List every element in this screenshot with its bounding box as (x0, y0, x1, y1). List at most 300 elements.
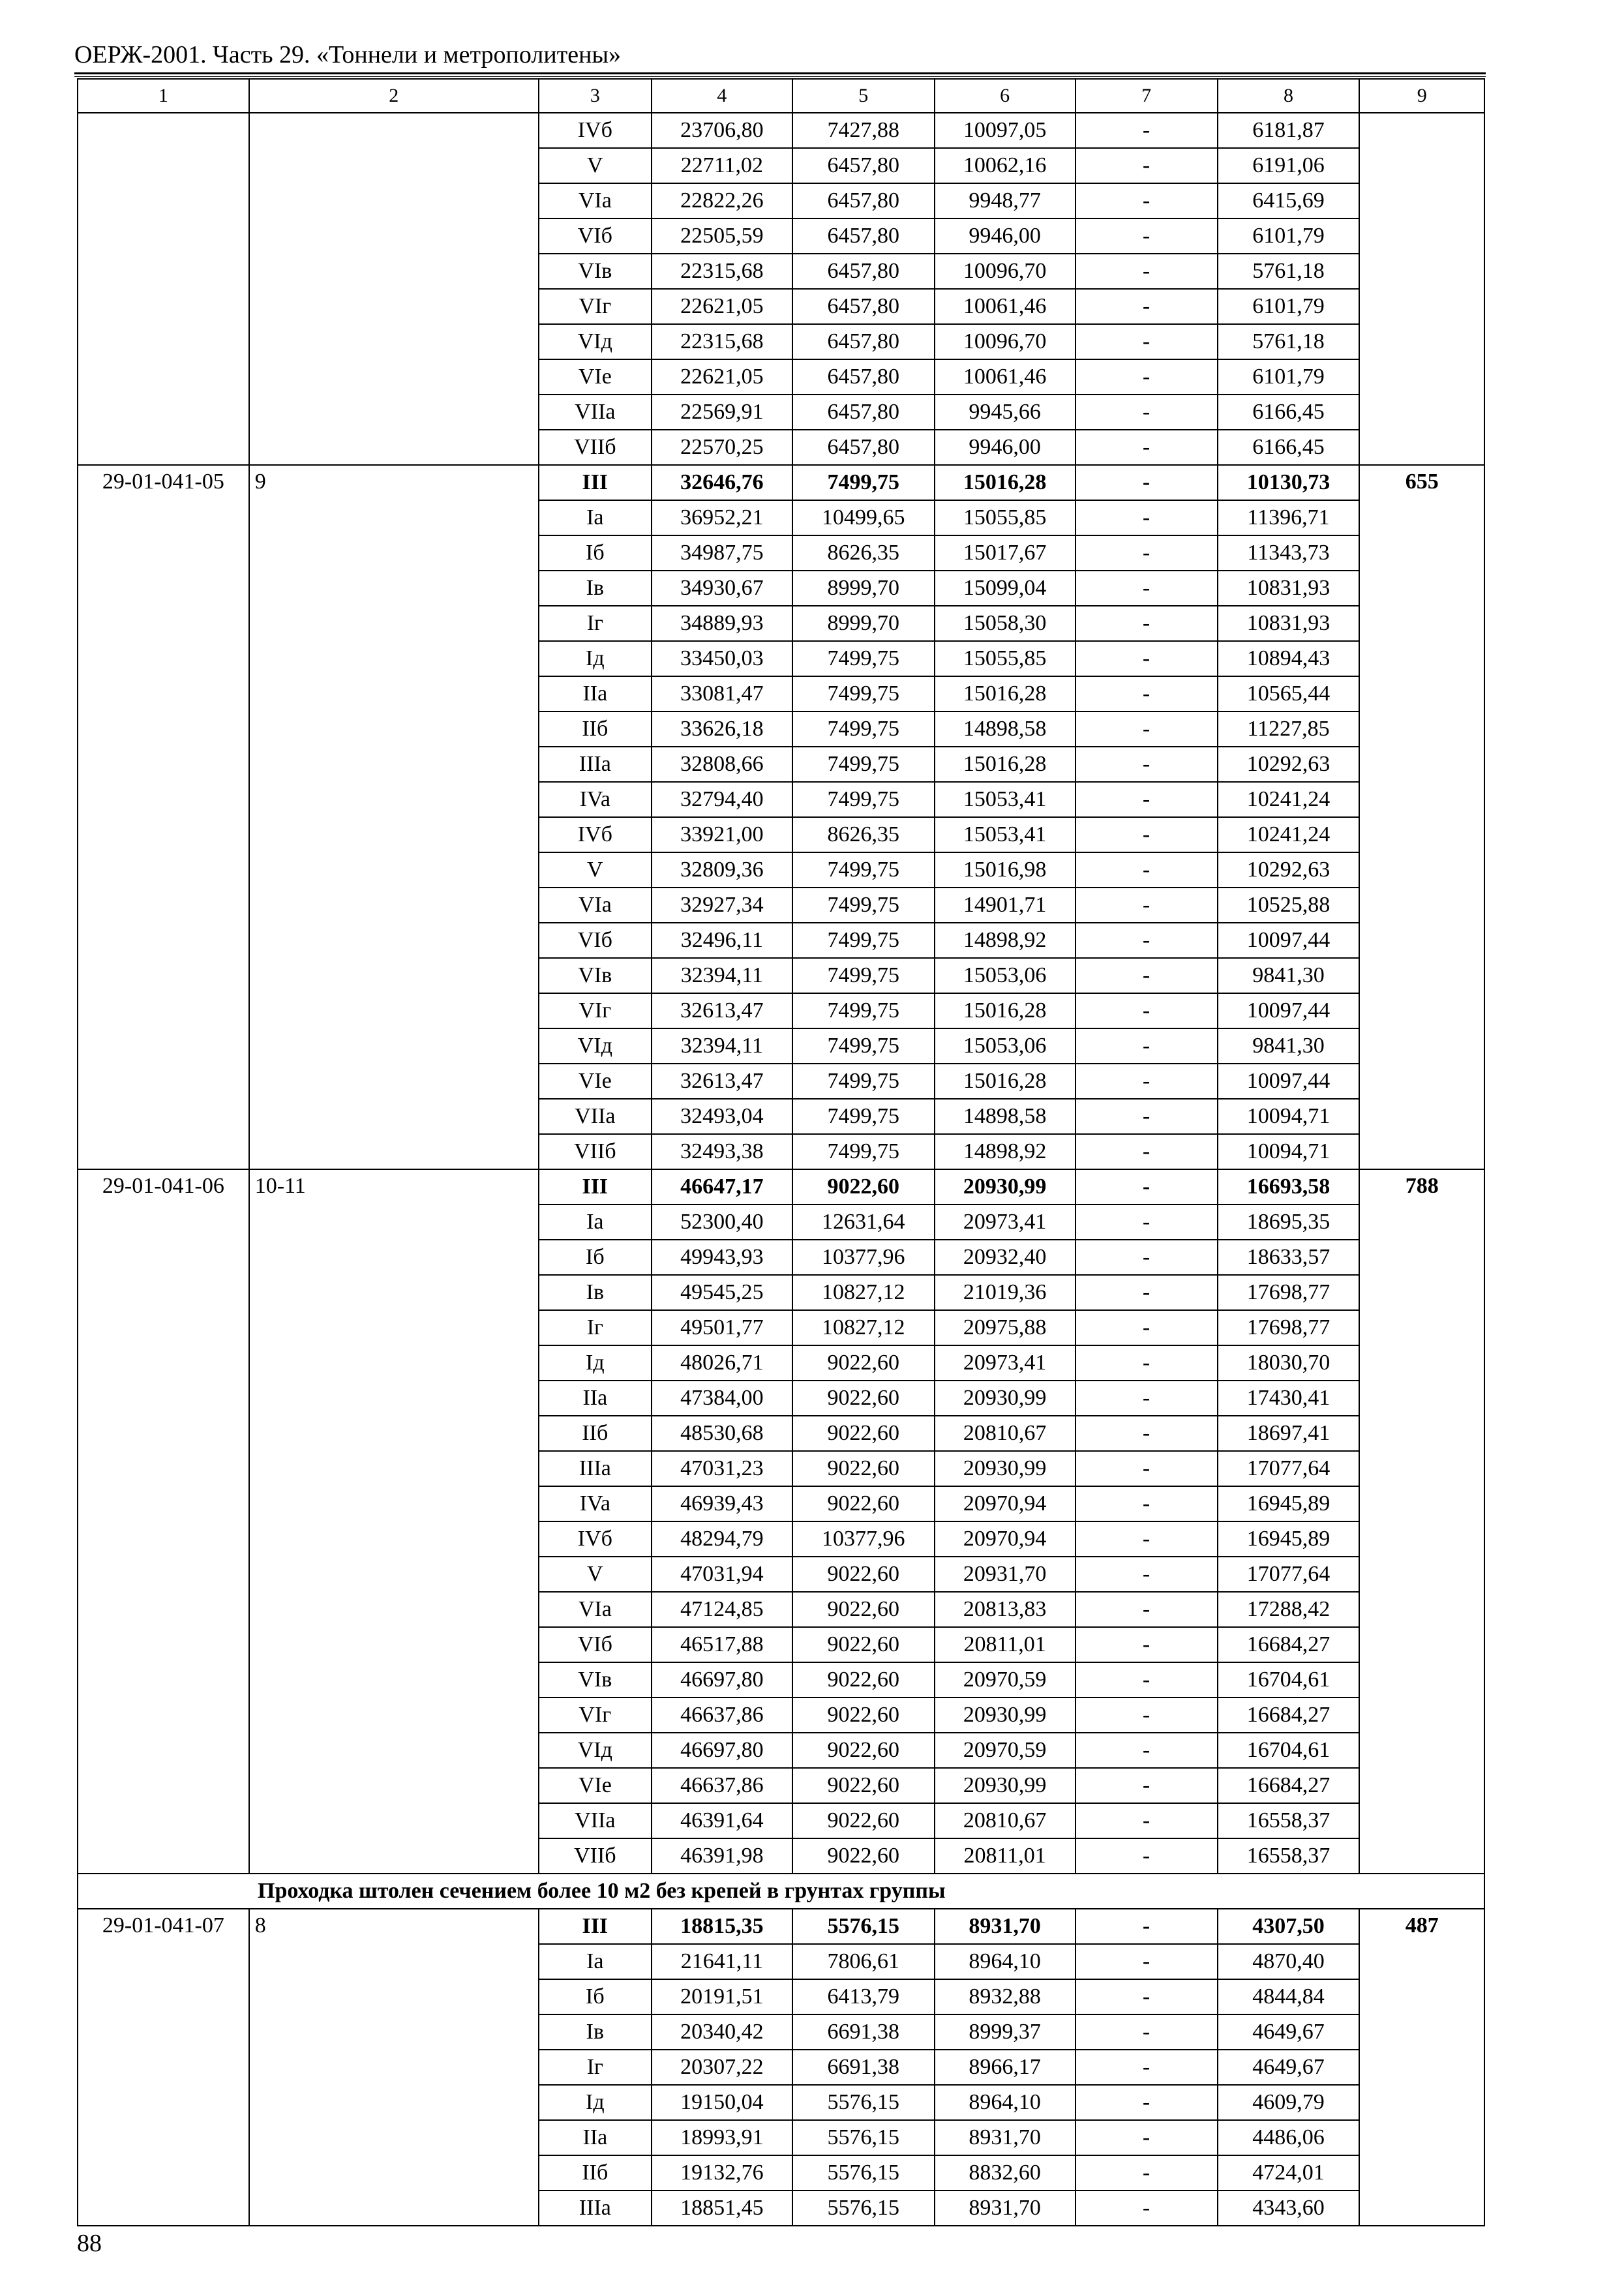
materials-cell: 10097,44 (1218, 993, 1360, 1028)
total-cost-cell: 49501,77 (652, 1310, 792, 1345)
machine-cost-cell: 15016,28 (935, 465, 1075, 500)
driver-wages-cell: - (1075, 1627, 1218, 1662)
materials-cell: 10097,44 (1218, 1064, 1360, 1099)
wages-cell: 7499,75 (792, 641, 935, 676)
soil-group-cell: Ia (539, 1204, 652, 1240)
total-cost-cell: 32394,11 (652, 958, 792, 993)
total-cost-cell: 46391,98 (652, 1838, 792, 1874)
total-cost-cell: 49545,25 (652, 1275, 792, 1310)
driver-wages-cell: - (1075, 993, 1218, 1028)
materials-cell: 17077,64 (1218, 1557, 1360, 1592)
total-cost-cell: 18993,91 (652, 2120, 792, 2155)
soil-group-cell: IIa (539, 676, 652, 711)
wages-cell: 5576,15 (792, 1909, 935, 1944)
table-row (78, 1909, 1484, 1944)
total-cost-cell: 32394,11 (652, 1028, 792, 1064)
total-cost-cell: 18851,45 (652, 2191, 792, 2226)
wages-cell: 9022,60 (792, 1345, 935, 1381)
driver-wages-cell: - (1075, 1909, 1218, 1944)
machine-cost-cell: 15055,85 (935, 641, 1075, 676)
total-cost-cell: 46939,43 (652, 1486, 792, 1521)
total-cost-cell: 36952,21 (652, 500, 792, 535)
materials-cell: 10130,73 (1218, 465, 1360, 500)
wages-cell: 6457,80 (792, 324, 935, 359)
soil-group-cell: IIIa (539, 1451, 652, 1486)
materials-cell: 6166,45 (1218, 430, 1360, 465)
materials-cell: 10565,44 (1218, 676, 1360, 711)
wages-cell: 6457,80 (792, 395, 935, 430)
wages-cell: 8626,35 (792, 817, 935, 852)
driver-wages-cell: - (1075, 1134, 1218, 1169)
total-cost-cell: 21641,11 (652, 1944, 792, 1979)
wages-cell: 6457,80 (792, 289, 935, 324)
driver-wages-cell: - (1075, 1521, 1218, 1557)
header-rule (74, 72, 1486, 74)
total-cost-cell: 32794,40 (652, 782, 792, 817)
driver-wages-cell: - (1075, 1557, 1218, 1592)
description-cell: 9 (249, 465, 539, 1169)
total-cost-cell: 32493,38 (652, 1134, 792, 1169)
driver-wages-cell: - (1075, 500, 1218, 535)
wages-cell: 6413,79 (792, 1979, 935, 2014)
machine-cost-cell: 15053,41 (935, 782, 1075, 817)
machine-cost-cell: 8999,37 (935, 2014, 1075, 2050)
total-cost-cell: 32493,04 (652, 1099, 792, 1134)
total-cost-cell: 20340,42 (652, 2014, 792, 2050)
wages-cell: 6457,80 (792, 254, 935, 289)
materials-cell: 4343,60 (1218, 2191, 1360, 2226)
soil-group-cell: VIд (539, 1028, 652, 1064)
materials-cell: 11227,85 (1218, 711, 1360, 747)
labor-cost-cell (1359, 113, 1484, 465)
driver-wages-cell: - (1075, 1979, 1218, 2014)
driver-wages-cell: - (1075, 1240, 1218, 1275)
machine-cost-cell: 15053,06 (935, 958, 1075, 993)
total-cost-cell: 32496,11 (652, 923, 792, 958)
labor-cost-cell: 487 (1359, 1909, 1484, 2226)
machine-cost-cell: 8966,17 (935, 2050, 1075, 2085)
driver-wages-cell: - (1075, 1416, 1218, 1451)
driver-wages-cell: - (1075, 148, 1218, 183)
wages-cell: 10827,12 (792, 1310, 935, 1345)
soil-group-cell: IIa (539, 1381, 652, 1416)
materials-cell: 10241,24 (1218, 782, 1360, 817)
machine-cost-cell: 14901,71 (935, 888, 1075, 923)
wages-cell: 7499,75 (792, 782, 935, 817)
machine-cost-cell: 20930,99 (935, 1169, 1075, 1204)
total-cost-cell: 47031,23 (652, 1451, 792, 1486)
materials-cell: 4870,40 (1218, 1944, 1360, 1979)
total-cost-cell: 47384,00 (652, 1381, 792, 1416)
machine-cost-cell: 9945,66 (935, 395, 1075, 430)
description-cell: 8 (249, 1909, 539, 2226)
wages-cell: 5576,15 (792, 2085, 935, 2120)
materials-cell: 16684,27 (1218, 1768, 1360, 1803)
wages-cell: 9022,60 (792, 1592, 935, 1627)
soil-group-cell: VIe (539, 359, 652, 395)
soil-group-cell: Iг (539, 2050, 652, 2085)
total-cost-cell: 22711,02 (652, 148, 792, 183)
wages-cell: 7499,75 (792, 465, 935, 500)
driver-wages-cell: - (1075, 535, 1218, 571)
total-cost-cell: 46697,80 (652, 1733, 792, 1768)
machine-cost-cell: 20932,40 (935, 1240, 1075, 1275)
section-heading-row (78, 1874, 1484, 1909)
soil-group-cell: VIд (539, 324, 652, 359)
machine-cost-cell: 14898,58 (935, 1099, 1075, 1134)
materials-cell: 5761,18 (1218, 324, 1360, 359)
soil-group-cell: VIe (539, 1064, 652, 1099)
machine-cost-cell: 15016,28 (935, 747, 1075, 782)
header-rule-thin (74, 76, 1486, 77)
materials-cell: 10894,43 (1218, 641, 1360, 676)
labor-cost-cell: 788 (1359, 1169, 1484, 1874)
wages-cell: 7499,75 (792, 747, 935, 782)
driver-wages-cell: - (1075, 113, 1218, 148)
wages-cell: 7499,75 (792, 1064, 935, 1099)
soil-group-cell: V (539, 852, 652, 888)
wages-cell: 9022,60 (792, 1169, 935, 1204)
wages-cell: 9022,60 (792, 1838, 935, 1874)
total-cost-cell: 33450,03 (652, 641, 792, 676)
section-heading: Проходка штолен сечением более 10 м2 без крепей в грунтах группы (78, 1874, 1484, 1909)
driver-wages-cell: - (1075, 1592, 1218, 1627)
materials-cell: 18695,35 (1218, 1204, 1360, 1240)
soil-group-cell: IVa (539, 1486, 652, 1521)
column-header: 6 (935, 79, 1075, 113)
column-header-row (78, 79, 1484, 113)
materials-cell: 10097,44 (1218, 923, 1360, 958)
materials-cell: 10525,88 (1218, 888, 1360, 923)
machine-cost-cell: 15016,98 (935, 852, 1075, 888)
materials-cell: 17430,41 (1218, 1381, 1360, 1416)
driver-wages-cell: - (1075, 324, 1218, 359)
total-cost-cell: 34987,75 (652, 535, 792, 571)
machine-cost-cell: 15099,04 (935, 571, 1075, 606)
wages-cell: 6457,80 (792, 359, 935, 395)
machine-cost-cell: 20931,70 (935, 1557, 1075, 1592)
total-cost-cell: 49943,93 (652, 1240, 792, 1275)
soil-group-cell: VIa (539, 183, 652, 218)
wages-cell: 10499,65 (792, 500, 935, 535)
materials-cell: 17698,77 (1218, 1310, 1360, 1345)
materials-cell: 6101,79 (1218, 218, 1360, 254)
table-row (78, 1169, 1484, 1204)
materials-cell: 6191,06 (1218, 148, 1360, 183)
column-header: 5 (792, 79, 935, 113)
total-cost-cell: 20307,22 (652, 2050, 792, 2085)
total-cost-cell: 22621,05 (652, 359, 792, 395)
machine-cost-cell: 20973,41 (935, 1204, 1075, 1240)
soil-group-cell: III (539, 465, 652, 500)
machine-cost-cell: 14898,92 (935, 923, 1075, 958)
soil-group-cell: VIв (539, 1662, 652, 1698)
wages-cell: 9022,60 (792, 1381, 935, 1416)
soil-group-cell: IIa (539, 2120, 652, 2155)
soil-group-cell: VIe (539, 1768, 652, 1803)
soil-group-cell: Iд (539, 641, 652, 676)
total-cost-cell: 48294,79 (652, 1521, 792, 1557)
machine-cost-cell: 10096,70 (935, 324, 1075, 359)
driver-wages-cell: - (1075, 747, 1218, 782)
machine-cost-cell: 15017,67 (935, 535, 1075, 571)
machine-cost-cell: 9946,00 (935, 218, 1075, 254)
column-header: 1 (78, 79, 249, 113)
wages-cell: 8999,70 (792, 571, 935, 606)
materials-cell: 4724,01 (1218, 2155, 1360, 2191)
machine-cost-cell: 20811,01 (935, 1627, 1075, 1662)
driver-wages-cell: - (1075, 465, 1218, 500)
total-cost-cell: 47124,85 (652, 1592, 792, 1627)
driver-wages-cell: - (1075, 641, 1218, 676)
materials-cell: 16684,27 (1218, 1698, 1360, 1733)
column-header: 8 (1218, 79, 1360, 113)
materials-cell: 16684,27 (1218, 1627, 1360, 1662)
soil-group-cell: III (539, 1909, 652, 1944)
total-cost-cell: 18815,35 (652, 1909, 792, 1944)
driver-wages-cell: - (1075, 1803, 1218, 1838)
machine-cost-cell: 20970,94 (935, 1521, 1075, 1557)
wages-cell: 9022,60 (792, 1416, 935, 1451)
total-cost-cell: 22621,05 (652, 289, 792, 324)
rates-table (77, 78, 1485, 2226)
soil-group-cell: VIв (539, 254, 652, 289)
soil-group-cell: Iг (539, 606, 652, 641)
driver-wages-cell: - (1075, 1698, 1218, 1733)
soil-group-cell: IVб (539, 113, 652, 148)
materials-cell: 10094,71 (1218, 1134, 1360, 1169)
driver-wages-cell: - (1075, 218, 1218, 254)
total-cost-cell: 23706,80 (652, 113, 792, 148)
driver-wages-cell: - (1075, 1064, 1218, 1099)
driver-wages-cell: - (1075, 2155, 1218, 2191)
driver-wages-cell: - (1075, 1944, 1218, 1979)
driver-wages-cell: - (1075, 888, 1218, 923)
materials-cell: 9841,30 (1218, 958, 1360, 993)
machine-cost-cell: 15053,41 (935, 817, 1075, 852)
driver-wages-cell: - (1075, 359, 1218, 395)
materials-cell: 4649,67 (1218, 2050, 1360, 2085)
driver-wages-cell: - (1075, 1204, 1218, 1240)
soil-group-cell: VIIa (539, 1803, 652, 1838)
materials-cell: 4307,50 (1218, 1909, 1360, 1944)
materials-cell: 16558,37 (1218, 1838, 1360, 1874)
driver-wages-cell: - (1075, 2085, 1218, 2120)
machine-cost-cell: 20930,99 (935, 1451, 1075, 1486)
materials-cell: 16945,89 (1218, 1486, 1360, 1521)
materials-cell: 10094,71 (1218, 1099, 1360, 1134)
total-cost-cell: 32613,47 (652, 993, 792, 1028)
materials-cell: 10292,63 (1218, 747, 1360, 782)
total-cost-cell: 32646,76 (652, 465, 792, 500)
materials-cell: 4486,06 (1218, 2120, 1360, 2155)
wages-cell: 7499,75 (792, 676, 935, 711)
wages-cell: 9022,60 (792, 1451, 935, 1486)
total-cost-cell: 48026,71 (652, 1345, 792, 1381)
machine-cost-cell: 15058,30 (935, 606, 1075, 641)
wages-cell: 7499,75 (792, 852, 935, 888)
description-cell: 10-11 (249, 1169, 539, 1874)
total-cost-cell: 32613,47 (652, 1064, 792, 1099)
wages-cell: 10377,96 (792, 1240, 935, 1275)
soil-group-cell: VIб (539, 1627, 652, 1662)
driver-wages-cell: - (1075, 1451, 1218, 1486)
wages-cell: 8999,70 (792, 606, 935, 641)
driver-wages-cell: - (1075, 958, 1218, 993)
wages-cell: 7427,88 (792, 113, 935, 148)
machine-cost-cell: 8964,10 (935, 1944, 1075, 1979)
soil-group-cell: VIг (539, 1698, 652, 1733)
page-title: ОЕРЖ-2001. Часть 29. «Тоннели и метрополитены» (74, 41, 622, 68)
wages-cell: 6691,38 (792, 2014, 935, 2050)
soil-group-cell: VIб (539, 218, 652, 254)
soil-group-cell: Iд (539, 1345, 652, 1381)
machine-cost-cell: 10096,70 (935, 254, 1075, 289)
machine-cost-cell: 9948,77 (935, 183, 1075, 218)
materials-cell: 16704,61 (1218, 1662, 1360, 1698)
driver-wages-cell: - (1075, 1838, 1218, 1874)
total-cost-cell: 22505,59 (652, 218, 792, 254)
wages-cell: 12631,64 (792, 1204, 935, 1240)
soil-group-cell: V (539, 1557, 652, 1592)
wages-cell: 9022,60 (792, 1486, 935, 1521)
driver-wages-cell: - (1075, 1169, 1218, 1204)
total-cost-cell: 34930,67 (652, 571, 792, 606)
wages-cell: 5576,15 (792, 2120, 935, 2155)
driver-wages-cell: - (1075, 1028, 1218, 1064)
materials-cell: 9841,30 (1218, 1028, 1360, 1064)
soil-group-cell: Ia (539, 1944, 652, 1979)
driver-wages-cell: - (1075, 1275, 1218, 1310)
total-cost-cell: 34889,93 (652, 606, 792, 641)
materials-cell: 6415,69 (1218, 183, 1360, 218)
machine-cost-cell: 8832,60 (935, 2155, 1075, 2191)
materials-cell: 16945,89 (1218, 1521, 1360, 1557)
machine-cost-cell: 8931,70 (935, 1909, 1075, 1944)
materials-cell: 4609,79 (1218, 2085, 1360, 2120)
wages-cell: 9022,60 (792, 1733, 935, 1768)
driver-wages-cell: - (1075, 676, 1218, 711)
driver-wages-cell: - (1075, 817, 1218, 852)
driver-wages-cell: - (1075, 2191, 1218, 2226)
rate-code-cell: 29-01-041-06 (78, 1169, 249, 1874)
machine-cost-cell: 15055,85 (935, 500, 1075, 535)
total-cost-cell: 46637,86 (652, 1768, 792, 1803)
total-cost-cell: 46697,80 (652, 1662, 792, 1698)
driver-wages-cell: - (1075, 1381, 1218, 1416)
rate-code-cell: 29-01-041-05 (78, 465, 249, 1169)
wages-cell: 7499,75 (792, 923, 935, 958)
total-cost-cell: 19150,04 (652, 2085, 792, 2120)
machine-cost-cell: 15016,28 (935, 993, 1075, 1028)
total-cost-cell: 46517,88 (652, 1627, 792, 1662)
machine-cost-cell: 8931,70 (935, 2120, 1075, 2155)
wages-cell: 9022,60 (792, 1627, 935, 1662)
machine-cost-cell: 20973,41 (935, 1345, 1075, 1381)
total-cost-cell: 48530,68 (652, 1416, 792, 1451)
soil-group-cell: IVa (539, 782, 652, 817)
machine-cost-cell: 15016,28 (935, 1064, 1075, 1099)
soil-group-cell: IIб (539, 1416, 652, 1451)
driver-wages-cell: - (1075, 395, 1218, 430)
soil-group-cell: Iв (539, 2014, 652, 2050)
materials-cell: 10831,93 (1218, 571, 1360, 606)
materials-cell: 18697,41 (1218, 1416, 1360, 1451)
total-cost-cell: 46637,86 (652, 1698, 792, 1733)
driver-wages-cell: - (1075, 1733, 1218, 1768)
wages-cell: 8626,35 (792, 535, 935, 571)
soil-group-cell: Iб (539, 1979, 652, 2014)
total-cost-cell: 22822,26 (652, 183, 792, 218)
soil-group-cell: Iв (539, 1275, 652, 1310)
materials-cell: 6181,87 (1218, 113, 1360, 148)
materials-cell: 18633,57 (1218, 1240, 1360, 1275)
driver-wages-cell: - (1075, 254, 1218, 289)
wages-cell: 7499,75 (792, 711, 935, 747)
machine-cost-cell: 10062,16 (935, 148, 1075, 183)
machine-cost-cell: 20970,94 (935, 1486, 1075, 1521)
soil-group-cell: VIIб (539, 430, 652, 465)
wages-cell: 7499,75 (792, 993, 935, 1028)
driver-wages-cell: - (1075, 1486, 1218, 1521)
wages-cell: 9022,60 (792, 1803, 935, 1838)
total-cost-cell: 32808,66 (652, 747, 792, 782)
machine-cost-cell: 20930,99 (935, 1768, 1075, 1803)
materials-cell: 10831,93 (1218, 606, 1360, 641)
driver-wages-cell: - (1075, 430, 1218, 465)
materials-cell: 11343,73 (1218, 535, 1360, 571)
soil-group-cell: VIIa (539, 1099, 652, 1134)
soil-group-cell: Iв (539, 571, 652, 606)
wages-cell: 9022,60 (792, 1768, 935, 1803)
total-cost-cell: 33626,18 (652, 711, 792, 747)
machine-cost-cell: 20811,01 (935, 1838, 1075, 1874)
soil-group-cell: IIб (539, 711, 652, 747)
soil-group-cell: Iг (539, 1310, 652, 1345)
total-cost-cell: 22569,91 (652, 395, 792, 430)
wages-cell: 7806,61 (792, 1944, 935, 1979)
materials-cell: 10292,63 (1218, 852, 1360, 888)
column-header: 9 (1359, 79, 1484, 113)
total-cost-cell: 46647,17 (652, 1169, 792, 1204)
wages-cell: 7499,75 (792, 1099, 935, 1134)
driver-wages-cell: - (1075, 606, 1218, 641)
driver-wages-cell: - (1075, 782, 1218, 817)
driver-wages-cell: - (1075, 183, 1218, 218)
materials-cell: 6101,79 (1218, 289, 1360, 324)
soil-group-cell: VIб (539, 923, 652, 958)
total-cost-cell: 47031,94 (652, 1557, 792, 1592)
page-number: 88 (77, 2230, 102, 2257)
machine-cost-cell: 20970,59 (935, 1733, 1075, 1768)
machine-cost-cell: 14898,58 (935, 711, 1075, 747)
machine-cost-cell: 20810,67 (935, 1803, 1075, 1838)
driver-wages-cell: - (1075, 1662, 1218, 1698)
soil-group-cell: VIIб (539, 1134, 652, 1169)
machine-cost-cell: 9946,00 (935, 430, 1075, 465)
soil-group-cell: IIб (539, 2155, 652, 2191)
labor-cost-cell: 655 (1359, 465, 1484, 1169)
wages-cell: 7499,75 (792, 1028, 935, 1064)
materials-cell: 11396,71 (1218, 500, 1360, 535)
wages-cell: 6457,80 (792, 218, 935, 254)
table-row (78, 113, 1484, 148)
soil-group-cell: VIг (539, 993, 652, 1028)
machine-cost-cell: 20930,99 (935, 1698, 1075, 1733)
soil-group-cell: V (539, 148, 652, 183)
soil-group-cell: VIa (539, 888, 652, 923)
column-header: 2 (249, 79, 539, 113)
